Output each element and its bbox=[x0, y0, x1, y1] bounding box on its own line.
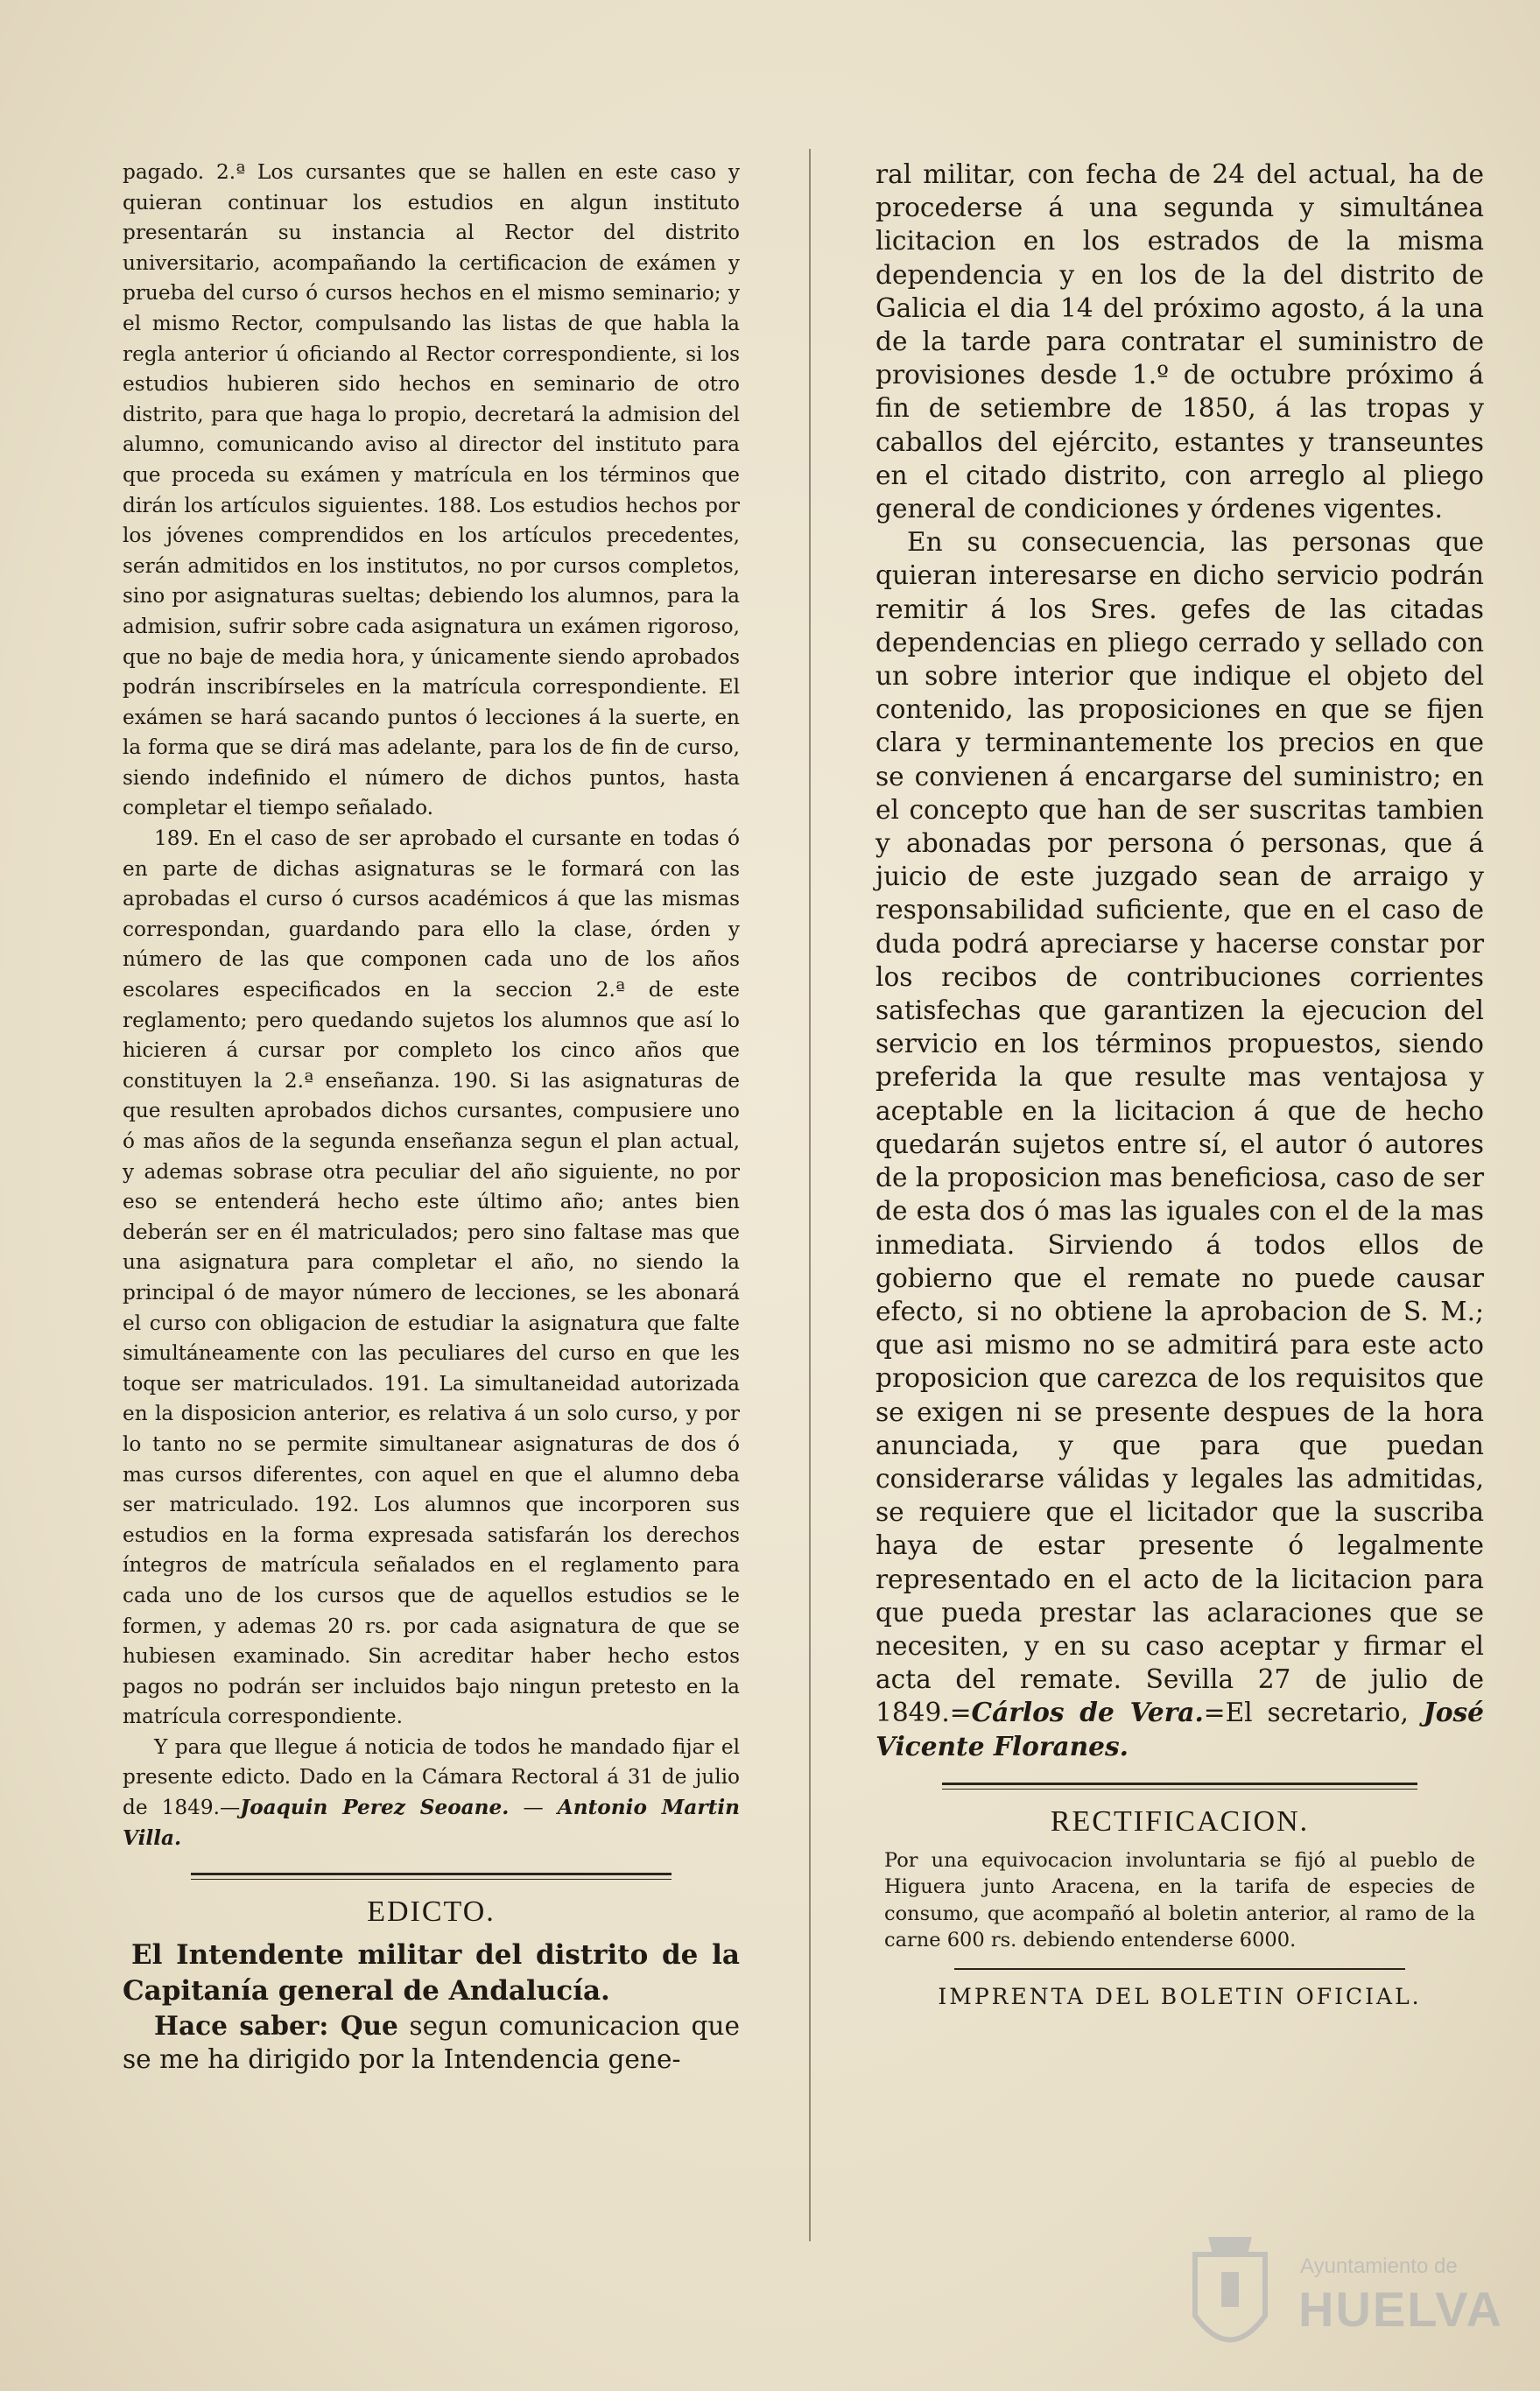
column-divider bbox=[809, 149, 811, 2241]
edicto-subheading: El Intendente militar del distrito de la Capitanía general de Andalucía. bbox=[123, 1939, 740, 2008]
signature-seoane: Joaquin Perez Seoane. bbox=[240, 1796, 510, 1820]
rectificacion-text: Por una equivocacion involuntaria se fijó al pueblo de Higuera junto Aracena, en la tarifa de especies de consumo, que acompañó al boletin anterior, al ramo de la carne 600 rs. debiendo entenderse 6000. bbox=[884, 1848, 1475, 1952]
rectificacion-rule-bottom bbox=[954, 1968, 1404, 1970]
edicto-conditions-text: En su consecuencia, las personas que quieran interesarse en dicho servicio podrán remitir á los Sres. gefes de las citadas dependencias en pliego cerrado y sellado con un sobre interior que indique el objeto del contenido, las proposiciones en que se fijen clara y terminantemente los precios en que se convienen á encargarse del suministro; en el concepto que han de ser suscritas tambien y abonadas por persona ó personas, que á juicio de este juzgado sean de arraigo y responsabilidad suficiente, que en el caso de duda podrá apreciarse y hacerse constar por los recibos de contribuciones corrientes satisfechas que garantizen la ejecucion del servicio en los términos propuestos, siendo preferida la que resulte mas ventajosa y aceptable en la licitacion á que de hecho quedarán sujetos entre sí, el autor ó autores de la proposicion mas beneficiosa, caso de ser de esta dos ó mas las iguales con el de la mas inmediata. Sirviendo á todos ellos de gobierno que el remate no puede causar efecto, si no obtiene la aprobacion de S. M.; que asi mismo no se admitirá para este acto proposicion que carezca de los requisitos que se exigen ni se presente despues de la hora anunciada, y que para que puedan considerarse válidas y legales las admitidas, se requiere que el licitador que la suscriba haya de estar presente ó legalmente representado en el acto de la licitacion para que pueda prestar las aclaraciones que se necesiten, y en su caso aceptar y firmar el acta del remate. Sevilla 27 de julio de 1849.= bbox=[875, 527, 1484, 1728]
signature-secretary-label: =El secretario, bbox=[1203, 1698, 1424, 1728]
watermark-line1: Ayuntamiento de bbox=[1300, 2254, 1458, 2278]
closing-dash: — bbox=[523, 1796, 558, 1820]
left-column bbox=[123, 158, 740, 2077]
edict-closing bbox=[123, 1733, 740, 1853]
edicto-lead-text: segun comunicacion que se me ha dirigido por la Intendencia gene- bbox=[123, 2011, 740, 2075]
regulation-article-189-192: 189. En el caso de ser aprobado el cursante en todas ó en parte de dichas asignaturas se le formará con las aprobadas el curso ó cursos académicos á que las mismas correspondan, guardando para ello la clase, órden y número de las que componen cada uno de los años escolares especificados en la seccion 2.ª de este reglamento; pero quedando sujetos los alumnos que así lo hicieren á cursar por completo los cinco años que constituyen la 2.ª enseñanza. 190. Si las asignaturas de que resulten aprobados dichos cursantes, compusiere uno ó mas años de la segunda enseñanza segun el plan actual, y ademas sobrase otra peculiar del año siguiente, no por eso se entenderá hecho este último año; antes bien deberán ser en él matriculados; pero sino faltase mas que una asignatura para completar el año, no siendo la principal ó de mayor número de lecciones, se les abonará el curso con obligacion de estudiar la asignatura que falte simultáneamente con las peculiares del curso en que les toque ser matriculados. 191. La simultaneidad autorizada en la disposicion anterior, es relativa á un solo curso, y por lo tanto no se permite simultanear asignaturas de dos ó mas cursos diferentes, con aquel en que el alumno deba ser matriculado. 192. Los alumnos que incorporen sus estudios en la forma expresada satisfarán los derechos íntegros de matrícula señalados en el reglamento para cada uno de los cursos que de aquellos estudios se le formen, y ademas 20 rs. por cada asignatura de que se hubiesen examinado. Sin acreditar haber hecho estos pagos no podrán ser incluidos bajo ningun pretesto en la matrícula correspondiente. bbox=[123, 826, 740, 1729]
right-column bbox=[875, 158, 1484, 2009]
signature-floranes: José Vicente Floranes. bbox=[875, 1697, 1485, 1762]
edicto-heading: EDICTO. bbox=[367, 1895, 496, 1929]
signature-villa: Antonio Martin Villa. bbox=[123, 1796, 740, 1850]
rectificacion-rule-top bbox=[942, 1783, 1417, 1790]
edicto-lead bbox=[123, 2009, 740, 2076]
section-rule bbox=[191, 1873, 672, 1880]
edicto-lead-bold: Hace saber: Que bbox=[154, 2010, 398, 2042]
ayuntamiento-watermark bbox=[1178, 2219, 1503, 2377]
edicto-conditions bbox=[875, 525, 1484, 1763]
printer-imprint: IMPRENTA DEL BOLETIN OFICIAL. bbox=[938, 1983, 1422, 2009]
closing-text: Y para que llegue á noticia de todos he mandado fijar el presente edicto. Dado en la Cámara Rectoral á 31 de julio de 1849.— bbox=[123, 1734, 740, 1820]
regulation-articles-text: pagado. 2.ª Los cursantes que se hallen en este caso y quieran continuar los estudios en algun instituto presentarán su instancia al Rector del distrito universitario, acompañando la certificacion de exámen y prueba del curso ó cursos hechos en el mismo seminario; y el mismo Rector, compulsando las listas de que habla la regla anterior ú oficiando al Rector correspondiente, si los estudios hubieren sido hechos en seminario de otro distrito, para que haga lo propio, decretará la admision del alumno, comunicando aviso al director del instituto para que proceda su exámen y matrícula en los términos que dirán los artículos siguientes. 188. Los estudios hechos por los jóvenes comprendidos en los artículos precedentes, serán admitidos en los institutos, no por cursos completos, sino por asignaturas sueltas; debiendo los alumnos, para la admision, sufrir sobre cada asignatura un exámen rigoroso, que no baje de media hora, y únicamente siendo aprobados podrán inscribírseles en la matrícula correspondiente. El exámen se hará sacando puntos ó lecciones á la suerte, en la forma que se dirá mas adelante, para los de fin de curso, siendo indefinido el número de dichos puntos, hasta completar el tiempo señalado. bbox=[123, 160, 740, 820]
watermark-line2: HUELVA bbox=[1298, 2282, 1503, 2337]
edicto-continuation: ral militar, con fecha de 24 del actual, ha de procederse á una segunda y simultánea licitacion en los estrados de la misma dependencia y en los de la del distrito de Galicia el dia 14 del próximo agosto, á la una de la tarde para contratar el suministro de provisiones desde 1.º de octubre próximo á fin de setiembre de 1850, á las tropas y caballos del ejército, estantes y transeuntes en el citado distrito, con arreglo al pliego general de condiciones y órdenes vigentes. bbox=[875, 159, 1484, 524]
signature-vera: Cárlos de Vera. bbox=[971, 1697, 1204, 1728]
rectificacion-heading: RECTIFICACION. bbox=[1050, 1804, 1310, 1838]
coat-of-arms-icon bbox=[1178, 2219, 1283, 2368]
